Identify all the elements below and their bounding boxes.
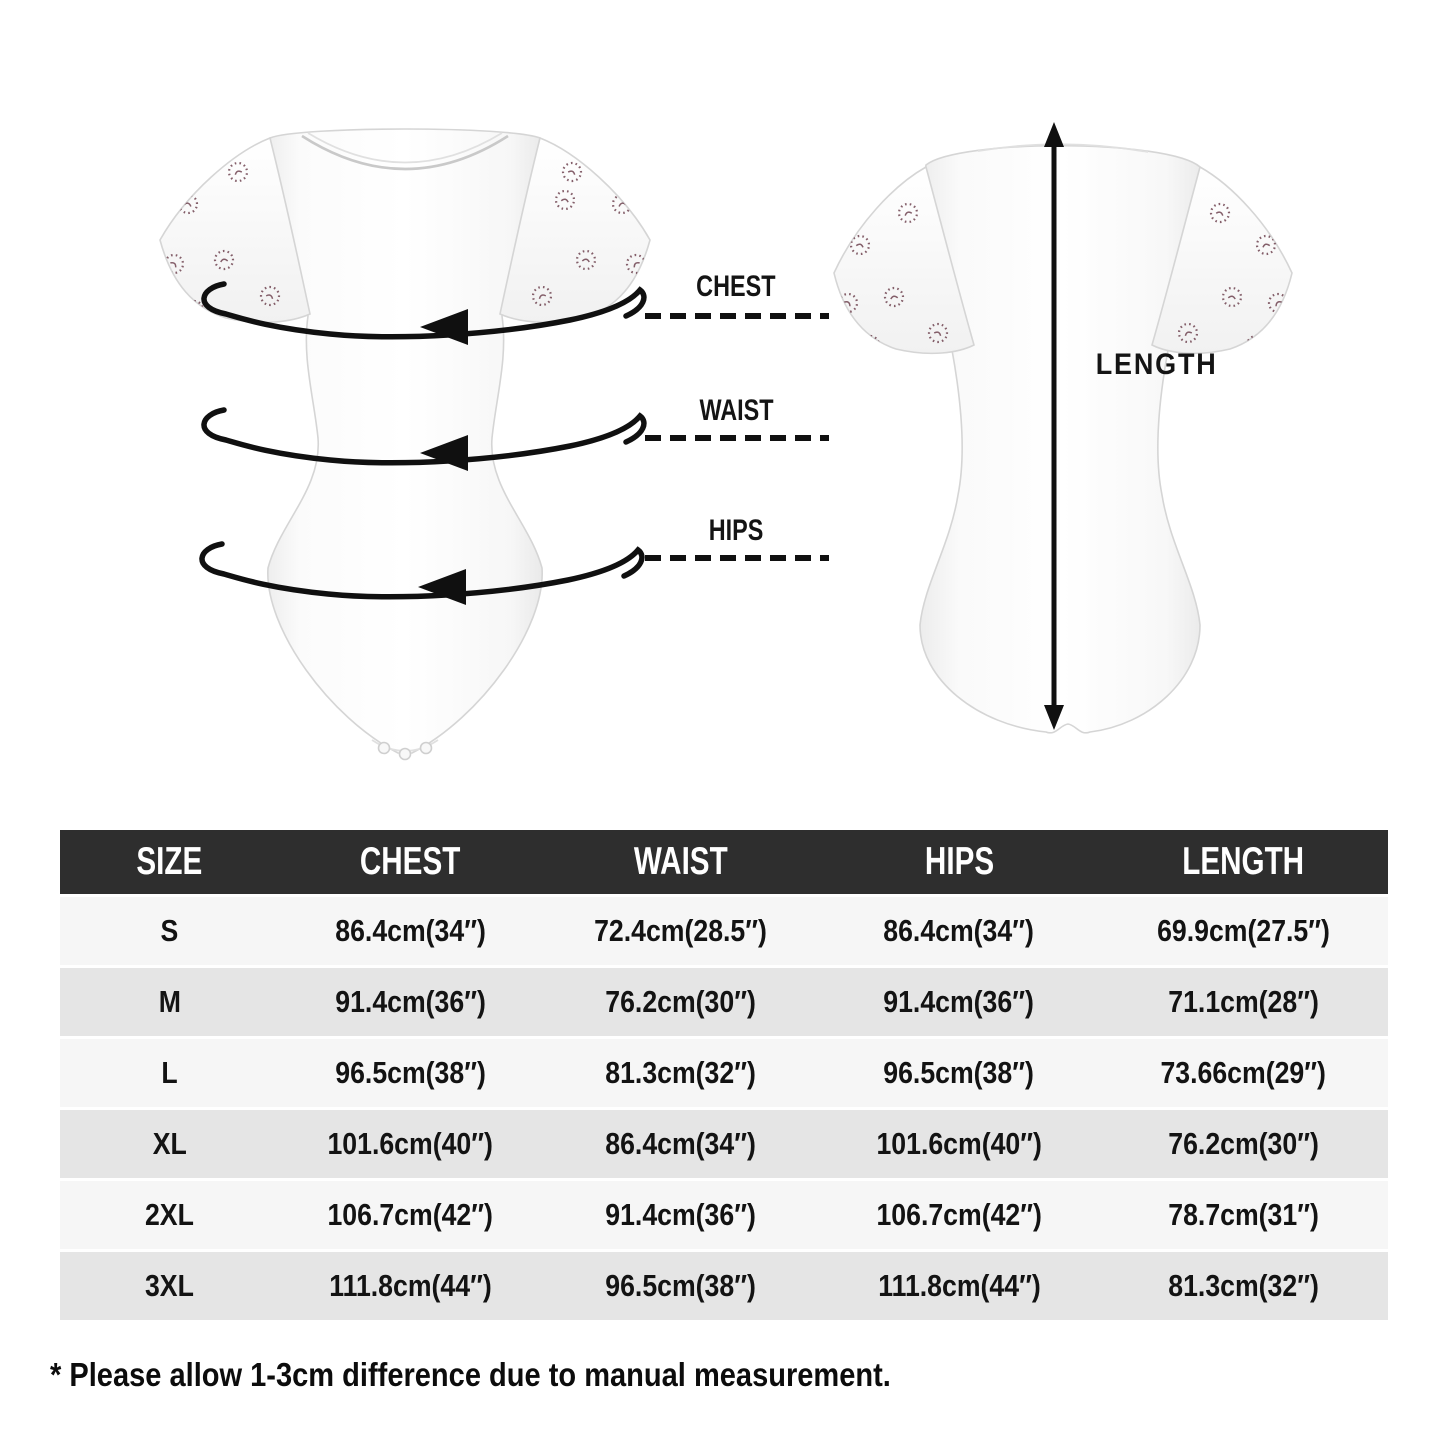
chest-cell: 106.7cm(42″)	[279, 1180, 542, 1251]
waist-cell: 86.4cm(34″)	[542, 1109, 820, 1180]
length-cell: 71.1cm(28″)	[1098, 967, 1388, 1038]
chest-label-text: CHEST	[696, 270, 776, 303]
measurement-disclaimer	[50, 1356, 1445, 1394]
hips-cell: 106.7cm(42″)	[820, 1180, 1099, 1251]
length-label-text: LENGTH	[1096, 348, 1218, 381]
hips-cell: 111.8cm(44″)	[820, 1251, 1099, 1321]
waist-cell: 72.4cm(28.5″)	[542, 896, 820, 967]
hips-dashed-line	[645, 555, 829, 561]
waist-cell: 96.5cm(38″)	[542, 1251, 820, 1321]
length-cell: 76.2cm(30″)	[1098, 1109, 1388, 1180]
length-measure-arrow-icon	[1040, 120, 1068, 732]
hips-label	[643, 516, 829, 546]
size-cell: M	[60, 967, 279, 1038]
table-row-s	[60, 896, 1388, 967]
waist-cell: 81.3cm(32″)	[542, 1038, 820, 1109]
length-label	[1082, 350, 1232, 380]
length-cell: 73.66cm(29″)	[1098, 1038, 1388, 1109]
chest-dashed-line	[645, 313, 829, 319]
hips-cell: 96.5cm(38″)	[820, 1038, 1099, 1109]
size-table	[60, 830, 1388, 1320]
length-cell: 69.9cm(27.5″)	[1098, 896, 1388, 967]
length-cell: 81.3cm(32″)	[1098, 1251, 1388, 1321]
chest-cell: 91.4cm(36″)	[279, 967, 542, 1038]
length-cell: 78.7cm(31″)	[1098, 1180, 1388, 1251]
hips-cell: 101.6cm(40″)	[820, 1109, 1099, 1180]
waist-cell: 76.2cm(30″)	[542, 967, 820, 1038]
size-cell: S	[60, 896, 279, 967]
table-row-l	[60, 1038, 1388, 1109]
size-table-header-row	[60, 830, 1388, 896]
chest-cell: 111.8cm(44″)	[279, 1251, 542, 1321]
hips-measure-arrow-icon	[178, 538, 648, 608]
table-row-m	[60, 967, 1388, 1038]
hips-label-text: HIPS	[708, 514, 764, 547]
hips-cell: 91.4cm(36″)	[820, 967, 1099, 1038]
measurement-disclaimer-text: * Please allow 1-3cm difference due to manual measurement.	[50, 1356, 891, 1393]
header-waist: WAIST	[542, 830, 820, 896]
size-cell: 2XL	[60, 1180, 279, 1251]
chest-cell: 96.5cm(38″)	[279, 1038, 542, 1109]
header-size: SIZE	[60, 830, 279, 896]
chest-cell: 101.6cm(40″)	[279, 1109, 542, 1180]
size-table-section	[60, 830, 1388, 1320]
size-cell: XL	[60, 1109, 279, 1180]
table-row-2xl	[60, 1180, 1388, 1251]
table-row-3xl	[60, 1251, 1388, 1321]
waist-cell: 91.4cm(36″)	[542, 1180, 820, 1251]
header-length: LENGTH	[1098, 830, 1388, 896]
waist-label	[643, 396, 829, 426]
header-chest: CHEST	[279, 830, 542, 896]
hips-cell: 86.4cm(34″)	[820, 896, 1099, 967]
waist-measure-arrow-icon	[180, 404, 650, 474]
table-row-xl	[60, 1109, 1388, 1180]
header-hips: HIPS	[820, 830, 1099, 896]
waist-dashed-line	[645, 435, 829, 441]
chest-cell: 86.4cm(34″)	[279, 896, 542, 967]
size-cell: L	[60, 1038, 279, 1109]
size-cell: 3XL	[60, 1251, 279, 1321]
chest-measure-arrow-icon	[180, 278, 650, 348]
waist-label-text: WAIST	[698, 394, 774, 427]
chest-label	[643, 272, 829, 302]
